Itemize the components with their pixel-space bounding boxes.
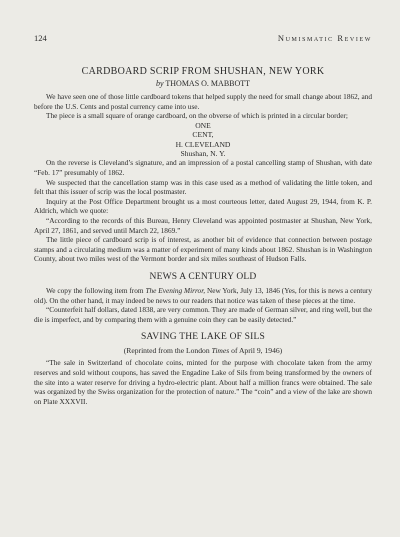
inscription-line: CENT,	[192, 130, 214, 140]
text-run: (Reprinted from the London	[123, 346, 212, 356]
text-run: of April 9, 1946)	[229, 346, 283, 356]
byline-by: by	[155, 79, 164, 88]
page-number: 124	[34, 33, 47, 43]
token-inscription	[34, 121, 372, 159]
byline	[34, 79, 372, 88]
paragraph: We have seen one of those little cardboard tokens that helped supply the need for small change about 1862, and before the U.S. Cents and postal currency came into use.	[34, 92, 372, 111]
author-name: THOMAS O. MABBOTT	[165, 79, 251, 88]
text-run: We copy the following item from	[46, 285, 146, 295]
inscription-line: Shushan, N. Y.	[180, 149, 226, 158]
paragraph: Inquiry at the Post Office Department brought us a most courteous letter, dated August 29, 1944, from K. P. Aldrich, which we quote:	[34, 196, 372, 216]
inscription-line: ONE	[195, 120, 211, 130]
quoted-paragraph: “Counterfeit half dollars, dated 1838, are very common. They are made of German silver, and ring well, but the die is imperfect, and by comparing them with a genuine coin they can be easily detected.”	[34, 305, 372, 324]
inscription-line: H. CLEVELAND	[175, 139, 231, 149]
publication-name: Times	[211, 346, 230, 356]
publication-name: The Evening Mirror,	[145, 285, 206, 295]
reprint-note	[34, 346, 372, 355]
paragraph: We suspected that the cancellation stamp was in this case used as a method of validating the little token, and felt that this issuer of scrip was the local postmaster.	[34, 177, 372, 197]
paragraph: On the reverse is Cleveland’s signature, and an impression of a postal cancelling stamp of Shushan, with date “Feb. 17” presumably of 1862.	[34, 158, 372, 177]
article-title-cardboard-scrip: CARDBOARD SCRIP FROM SHUSHAN, NEW YORK	[81, 66, 325, 77]
quoted-paragraph: “According to the records of this Bureau, Henry Cleveland was appointed postmaster at Shushan, New York, April 27, 1861, and served until March 22, 1869.”	[34, 215, 372, 235]
paragraph	[34, 286, 372, 305]
paragraph: The piece is a small square of orange cardboard, on the obverse of which is printed in a circular border;	[46, 111, 348, 121]
article-title-news-century-old: NEWS A CENTURY OLD	[149, 271, 257, 282]
article-title-lake-of-sils: SAVING THE LAKE OF SILS	[140, 332, 266, 343]
paragraph: The little piece of cardboard scrip is of interest, as another bit of evidence that connection between postage stamps and a circulating medium was a matter of experiment of many kinds about 1862. Shushan is in Washington County, about two miles west of the Vermont border and six miles southeast of Hudson Falls.	[34, 235, 372, 264]
page-header	[34, 33, 372, 43]
running-head: Numismatic Review	[277, 33, 372, 43]
text-column	[34, 66, 372, 406]
quoted-paragraph: “The sale in Switzerland of chocolate coins, minted for the purpose with chocolate taken from the army reserves and sold without coupons, has saved the Engadine Lake of Sils from being transformed by the owners of the site into a water reserve for driving a hydro-electric plant. About half a million francs were obtained. The sale was organized by the Swiss organization for the protection of nature.” The “coin” and a view of the lake are shown on Plate XXXVII.	[34, 358, 372, 406]
text-run: New York, July 13, 1846 (Yes, for this is news a century old). On the other hand, it may indeed be news to our readers that notice was taken of these pieces at the time.	[34, 285, 372, 305]
